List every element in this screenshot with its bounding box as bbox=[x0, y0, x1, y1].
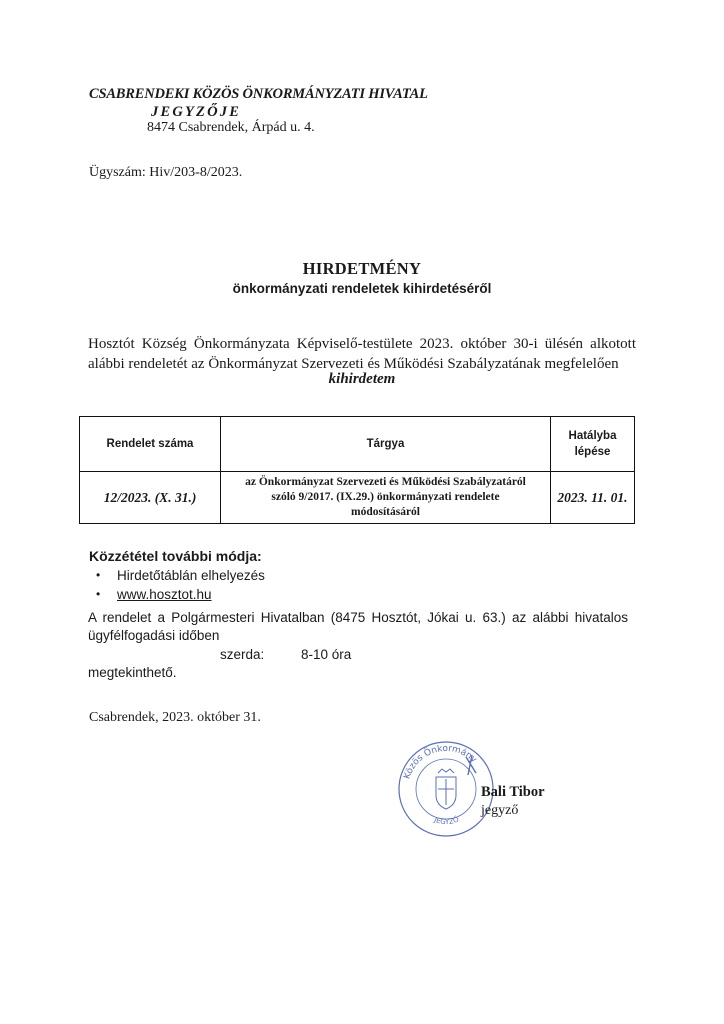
signer-name: Bali Tibor bbox=[481, 784, 545, 800]
decree-effective-date: 2023. 11. 01. bbox=[551, 472, 635, 524]
announcement: kihirdetem bbox=[328, 371, 396, 387]
table-row bbox=[80, 472, 635, 524]
header-subject: Tárgya bbox=[221, 417, 551, 472]
case-number: Ügyszám: Hiv/203-8/2023. bbox=[89, 165, 243, 180]
office-role: JEGYZŐJE bbox=[151, 104, 242, 120]
stamp-text-bottom: JEGYZŐ bbox=[433, 815, 460, 827]
document-title: HIRDETMÉNY bbox=[302, 259, 422, 278]
inspection-day: szerda: bbox=[220, 647, 265, 662]
inspection-hours: 8-10 óra bbox=[301, 647, 352, 662]
decree-subject-line-3: módosításáról bbox=[351, 506, 420, 518]
list-item bbox=[96, 585, 265, 604]
office-address: 8474 Csabrendek, Árpád u. 4. bbox=[147, 120, 315, 135]
signer-role: jegyző bbox=[481, 803, 519, 818]
intro-line-1: Hosztót Község Önkormányzata Képviselő-testülete 2023. október 30-i ülésén alkotott bbox=[88, 336, 636, 352]
header-effective bbox=[551, 417, 635, 472]
list-item bbox=[96, 566, 265, 585]
decree-table bbox=[79, 416, 635, 524]
website-link[interactable]: www.hosztot.hu bbox=[117, 587, 212, 602]
coat-of-arms-icon bbox=[436, 769, 456, 809]
decree-subject bbox=[221, 472, 551, 524]
decree-number: 12/2023. (X. 31.) bbox=[80, 472, 221, 524]
stamp-text-top: Közös Önkormány bbox=[402, 743, 479, 781]
intro-paragraph bbox=[88, 334, 636, 374]
document-subtitle: önkormányzati rendeletek kihirdetéséről bbox=[232, 281, 492, 296]
dateline: Csabrendek, 2023. október 31. bbox=[89, 710, 261, 725]
inspection-line-2: ügyfélfogadási időben bbox=[88, 628, 220, 643]
publication-heading: Közzététel további módja: bbox=[89, 548, 262, 564]
office-name: CSABRENDEKI KÖZÖS ÖNKORMÁNYZATI HIVATAL bbox=[89, 86, 428, 102]
inspection-line-3: megtekinthető. bbox=[88, 665, 177, 680]
header-effective-line-2: lépése bbox=[574, 446, 611, 458]
inspection-line-1: A rendelet a Polgármesteri Hivatalban (8475 Hosztót, Jókai u. 63.) az alábbi hivatalos bbox=[88, 610, 628, 625]
table-header-row bbox=[80, 417, 635, 472]
publication-list bbox=[96, 566, 265, 604]
decree-subject-line-2: szóló 9/2017. (IX.29.) önkormányzati rendelete bbox=[271, 491, 500, 503]
publication-item-noticeboard: Hirdetőtáblán elhelyezés bbox=[117, 568, 265, 583]
decree-subject-line-1: az Önkormányzat Szervezeti és Működési Szabályzatáról bbox=[245, 476, 526, 488]
header-decree-number: Rendelet száma bbox=[80, 417, 221, 472]
header-effective-line-1: Hatályba bbox=[568, 430, 617, 442]
intro-line-2: alábbi rendeletét az Önkormányzat Szervezeti és Működési Szabályzatának megfelelően bbox=[88, 356, 619, 372]
